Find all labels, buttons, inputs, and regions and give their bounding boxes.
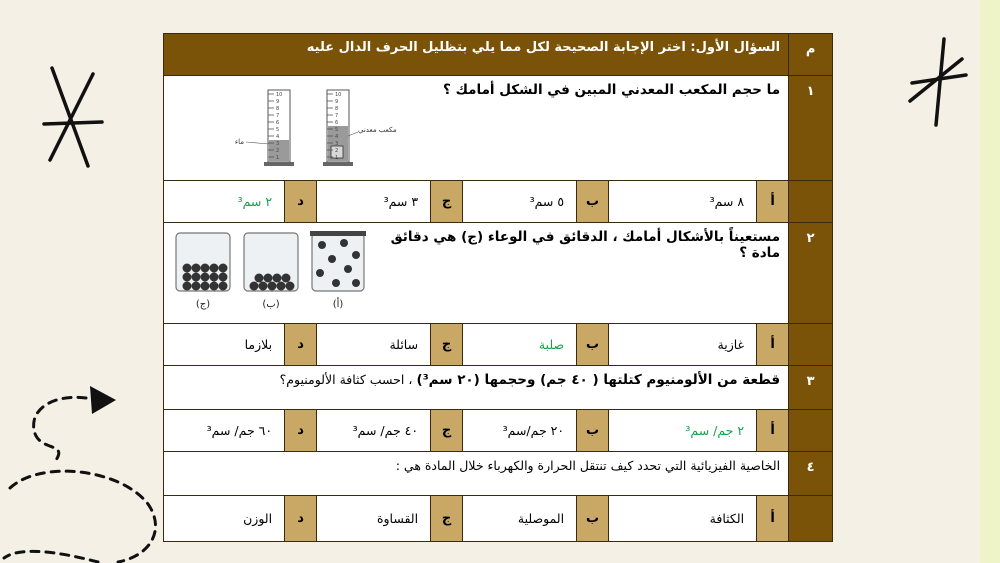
- header-title: السؤال الأول: اختر الإجابة الصحيحة لكل مما يلي بتظليل الحرف الدال عليه: [164, 34, 789, 76]
- question-3-number: ٣: [789, 366, 833, 410]
- right-cylinder-tick-8: 8: [335, 106, 339, 112]
- q3-option-c-text[interactable]: ٤٠ جم/ سم³: [317, 410, 431, 452]
- q2-option-b-text-correct[interactable]: صلبة: [463, 324, 577, 366]
- q1-option-d-text-correct[interactable]: ٢ سم³: [164, 181, 285, 223]
- right-cylinder-tick-9: 9: [335, 99, 339, 105]
- question-1-cell: [164, 76, 789, 181]
- question-2-cell: [164, 223, 789, 324]
- left-cylinder-tick-9: 9: [276, 99, 280, 105]
- q4-option-b-text[interactable]: الموصلية: [463, 496, 577, 542]
- q1-option-d-letter[interactable]: د: [285, 181, 317, 223]
- question-2-num-spacer: [789, 324, 833, 366]
- container-label-b: (ب): [262, 299, 280, 310]
- question-3-cell: [164, 366, 789, 410]
- asterisk-doodle-left-icon: [38, 62, 108, 172]
- q2-option-a-text[interactable]: غازية: [609, 324, 757, 366]
- question-3-num-spacer: [789, 410, 833, 452]
- right-cylinder-tick-3: 3: [335, 141, 339, 147]
- q2-option-d-letter[interactable]: د: [285, 324, 317, 366]
- question-4-number: ٤: [789, 452, 833, 496]
- right-cylinder-tick-7: 7: [335, 113, 339, 119]
- q2-option-d-text[interactable]: بلازما: [164, 324, 285, 366]
- quiz-table: [163, 33, 833, 542]
- left-cylinder-tick-7: 7: [276, 113, 280, 119]
- metal-cube-label: مكعب معدني: [358, 126, 397, 134]
- q3-option-b-text[interactable]: ٢٠ جم/سم³: [463, 410, 577, 452]
- left-cylinder-tick-8: 8: [276, 106, 280, 112]
- left-cylinder-tick-1: 1: [276, 155, 280, 161]
- left-cylinder-tick-4: 4: [276, 134, 280, 140]
- left-cylinder-tick-10: 10: [276, 92, 283, 98]
- header-num-cell: م: [789, 34, 833, 76]
- q4-option-a-letter[interactable]: أ: [757, 496, 789, 542]
- question-1-figure: [172, 82, 397, 174]
- q4-option-c-letter[interactable]: ج: [431, 496, 463, 542]
- question-3-text-bold: قطعة من الألومنيوم كتلتها ( ٤٠ جم) وحجمها (٢٠ سم³): [416, 372, 781, 388]
- q1-option-b-text[interactable]: ٥ سم³: [463, 181, 577, 223]
- graduated-cylinders-figure: [172, 82, 397, 170]
- question-1-number: ١: [789, 76, 833, 181]
- question-1-text: ما حجم المكعب المعدني المبين في الشكل أمامك ؟: [443, 82, 781, 98]
- particle-containers-figure: [172, 229, 366, 313]
- q2-option-a-letter[interactable]: أ: [757, 324, 789, 366]
- q1-option-c-text[interactable]: ٣ سم³: [317, 181, 431, 223]
- left-cylinder-tick-5: 5: [276, 127, 280, 133]
- question-4-num-spacer: [789, 496, 833, 542]
- q1-option-a-letter[interactable]: أ: [757, 181, 789, 223]
- q3-option-c-letter[interactable]: ج: [431, 410, 463, 452]
- q2-option-c-letter[interactable]: ج: [431, 324, 463, 366]
- dashed-arrow-doodle-icon: [0, 380, 165, 563]
- q1-option-b-letter[interactable]: ب: [577, 181, 609, 223]
- right-edge-strip: [980, 0, 1000, 563]
- question-4-text: الخاصية الفيزيائية التي تحدد كيف تنتقل الحرارة والكهرباء خلال المادة هي :: [164, 452, 789, 496]
- question-2-text: مستعيناً بالأشكال أمامك ، الدقائق في الوعاء (ج) هي دقائق مادة ؟: [390, 229, 781, 261]
- q1-option-a-text[interactable]: ٨ سم³: [609, 181, 757, 223]
- q4-option-d-letter[interactable]: د: [285, 496, 317, 542]
- q1-option-c-letter[interactable]: ج: [431, 181, 463, 223]
- question-3-text-rest: ، احسب كثافة الألومنيوم؟: [279, 372, 413, 387]
- container-label-a: (أ): [332, 299, 344, 310]
- q4-option-a-text[interactable]: الكثافة: [609, 496, 757, 542]
- container-label-c: (ج): [195, 299, 211, 310]
- right-cylinder-tick-2: 2: [335, 148, 339, 154]
- left-cylinder-tick-2: 2: [276, 148, 280, 154]
- left-cylinder-tick-3: 3: [276, 141, 280, 147]
- q3-option-b-letter[interactable]: ب: [577, 410, 609, 452]
- left-cylinder-tick-6: 6: [276, 120, 280, 126]
- asterisk-doodle-right-icon: [902, 35, 972, 130]
- right-cylinder-tick-10: 10: [335, 92, 342, 98]
- right-cylinder-tick-5: 5: [335, 127, 339, 133]
- q2-option-c-text[interactable]: سائلة: [317, 324, 431, 366]
- q4-option-c-text[interactable]: القساوة: [317, 496, 431, 542]
- q4-option-d-text[interactable]: الوزن: [164, 496, 285, 542]
- q4-option-b-letter[interactable]: ب: [577, 496, 609, 542]
- right-cylinder-tick-1: 1: [335, 155, 339, 161]
- right-cylinder-tick-4: 4: [335, 134, 339, 140]
- q3-option-d-text[interactable]: ٦٠ جم/ سم³: [164, 410, 285, 452]
- q2-option-b-letter[interactable]: ب: [577, 324, 609, 366]
- q3-option-a-text-correct[interactable]: ٢ جم/ سم³: [609, 410, 757, 452]
- right-cylinder-tick-6: 6: [335, 120, 339, 126]
- q3-option-a-letter[interactable]: أ: [757, 410, 789, 452]
- water-label: ماء: [234, 138, 244, 146]
- question-2-number: ٢: [789, 223, 833, 324]
- q3-option-d-letter[interactable]: د: [285, 410, 317, 452]
- question-1-num-spacer: [789, 181, 833, 223]
- question-2-figure: [172, 229, 366, 317]
